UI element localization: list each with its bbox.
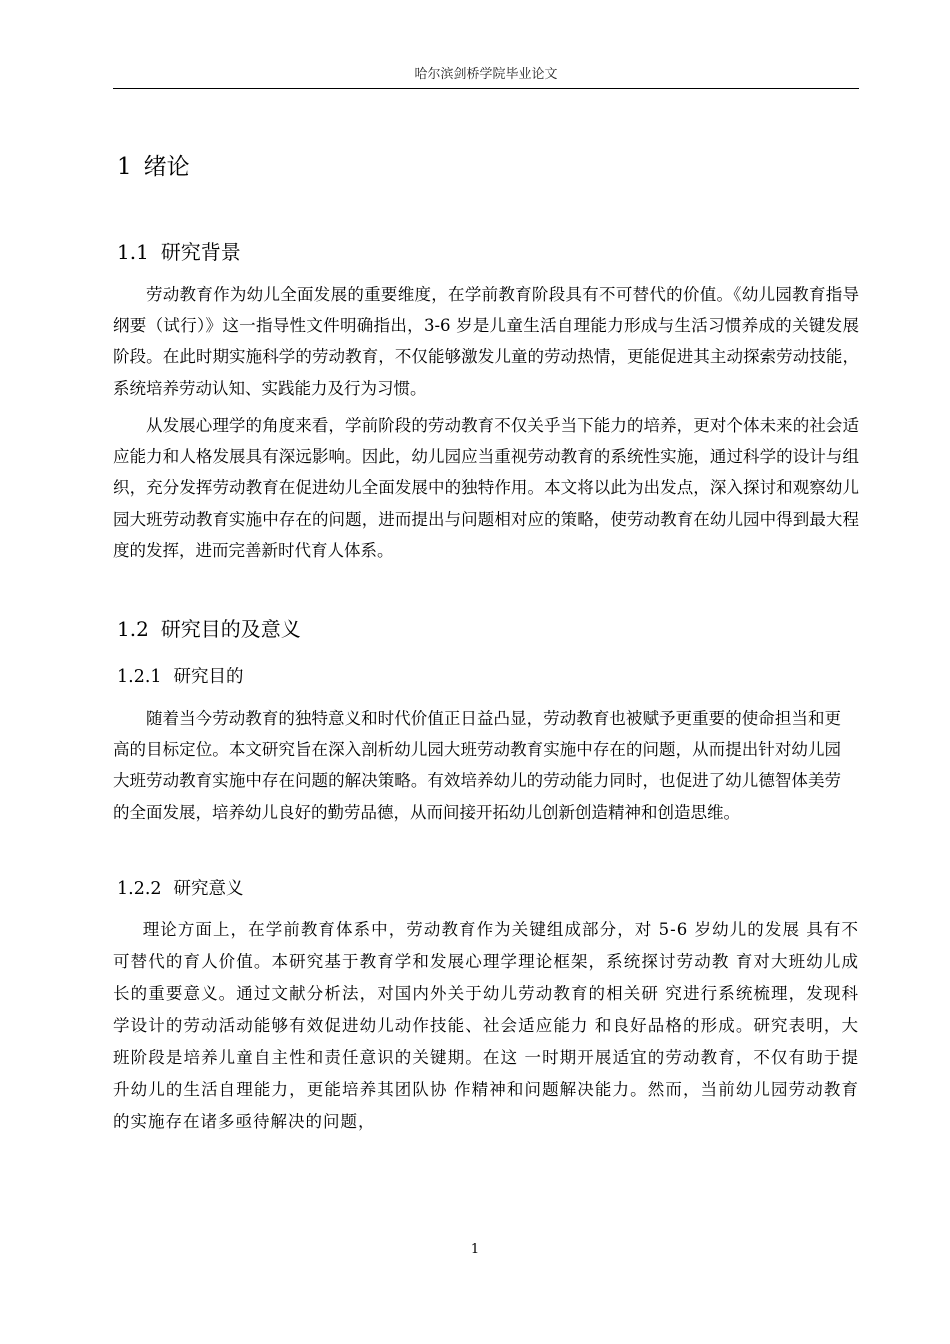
paragraph-purpose: 随着当今劳动教育的独特意义和时代价值正日益凸显，劳动教育也被赋予更重要的使命担当和更高的目标定位。本文研究旨在深入剖析幼儿园大班劳动教育实施中存在的问题，从而提出针对幼儿园大班劳动教育实施中存在问题的解决策略。有效培养幼儿的劳动能力同时，也促进了幼儿德智体美劳的全面发展，培养幼儿良好的勤劳品德，从而间接开拓幼儿创新创造精神和创造思维。	[113, 709, 841, 822]
paragraph-background-1: 劳动教育作为幼儿全面发展的重要维度，在学前教育阶段具有不可替代的价值。《幼儿园教育指导纲要（试行）》这一指导性文件明确指出，3-6 岁是儿童生活自理能力形成与生活习惯养成的关键发展阶段。在此时期实施科学的劳动教育，不仅能够激发儿童的劳动热情，更能促进其主动探索劳动技能，系统培养劳动认知、实践能力及行为习惯。	[113, 285, 859, 398]
subsection-title: 研究目的	[173, 667, 244, 687]
chapter-heading	[117, 148, 190, 181]
subsection-title: 研究意义	[173, 879, 244, 899]
section-number: 1.2	[117, 617, 149, 641]
section-title: 研究背景	[160, 240, 241, 264]
subsection-heading-1-2-2	[117, 875, 244, 900]
section-number: 1.1	[117, 240, 149, 264]
section-heading-1-1	[117, 236, 241, 265]
header-rule	[113, 88, 859, 89]
subsection-number: 1.2.2	[117, 879, 162, 899]
section-title: 研究目的及意义	[160, 617, 301, 641]
chapter-title: 绪论	[143, 154, 190, 180]
paragraph-background-2: 从发展心理学的角度来看，学前阶段的劳动教育不仅关乎当下能力的培养，更对个体未来的社会适应能力和人格发展具有深远影响。因此，幼儿园应当重视劳动教育的系统性实施，通过科学的设计与组织，充分发挥劳动教育在促进幼儿全面发展中的独特作用。本文将以此为出发点，深入探讨和观察幼儿园大班劳动教育实施中存在的问题，进而提出与问题相对应的策略，使劳动教育在幼儿园中得到最大程度的发挥，进而完善新时代育人体系。	[113, 416, 859, 560]
page-number: 1	[470, 1242, 480, 1257]
section-heading-1-2	[117, 613, 301, 642]
chapter-number: 1	[117, 154, 132, 180]
running-header: 哈尔滨剑桥学院毕业论文	[414, 67, 558, 82]
subsection-heading-1-2-1	[117, 663, 244, 688]
paragraph-significance: 理论方面上，在学前教育体系中，劳动教育作为关键组成部分，对 5-6 岁幼儿的发展 具有不可替代的育人价值。本研究基于教育学和发展心理学理论框架，系统探讨劳动教 育对大班幼儿成长的重要意义。通过文献分析法，对国内外关于幼儿劳动教育的相关研 究进行系统梳理，发现科学设计的劳动活动能够有效促进幼儿动作技能、社会适应能力 和良好品格的形成。研究表明，大班阶段是培养儿童自主性和责任意识的关键期。在这 一时期开展适宜的劳动教育，不仅有助于提升幼儿的生活自理能力，更能培养其团队协 作精神和问题解决能力。然而，当前幼儿园劳动教育的实施存在诸多亟待解决的问题，	[113, 920, 859, 1131]
subsection-number: 1.2.1	[117, 667, 162, 687]
